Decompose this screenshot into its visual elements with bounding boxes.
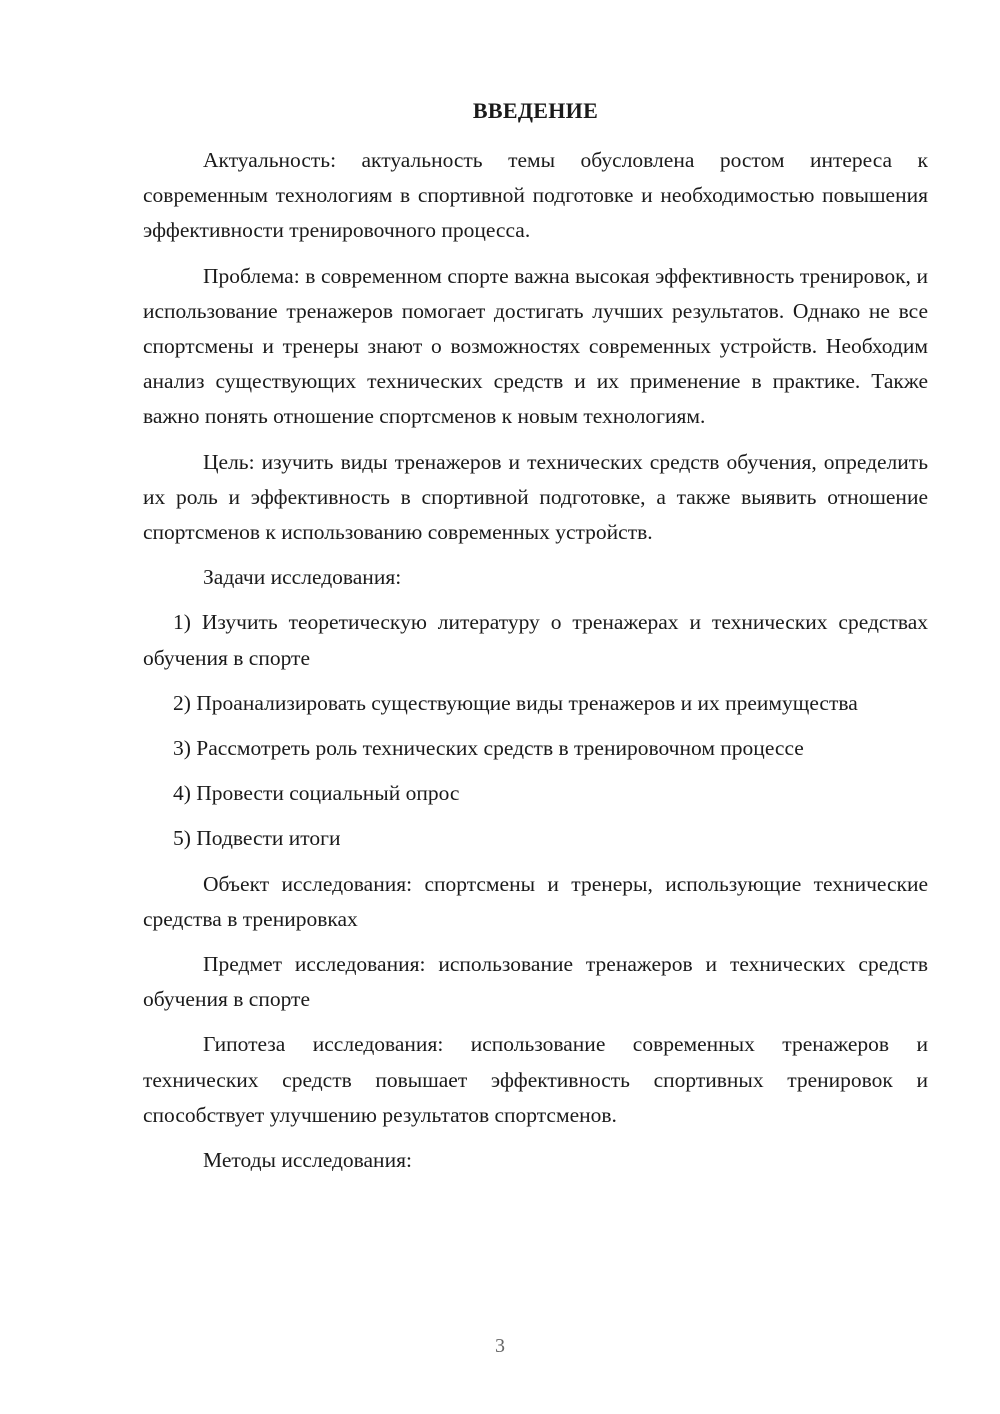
task-item-5: 5) Подвести итоги — [173, 826, 341, 851]
task-item-1: 1) Изучить теоретическую литературу о тренажерах и технических средствах обучения в спорте — [143, 610, 928, 670]
task-item-3: 3) Рассмотреть роль технических средств в тренировочном процессе — [173, 736, 804, 761]
paragraph-relevance: Актуальность: актуальность темы обусловлена ростом интереса к современным технологиям в спортивной подготовке и необходимостью повышения эффективности тренировочного процесса. — [143, 148, 928, 243]
paragraph-goal: Цель: изучить виды тренажеров и технических средств обучения, определить их роль и эффективность в спортивной подготовке, а также выявить отношение спортсменов к использованию современных устройств. — [143, 449, 928, 545]
paragraph-object: Объект исследования: спортсмены и тренеры, использующие технические средства в тренировках — [143, 871, 928, 931]
body-text — [143, 143, 928, 1188]
paragraph-methods: Методы исследования: — [203, 1148, 412, 1173]
page-number: 3 — [495, 1335, 505, 1357]
paragraph-hypothesis: Гипотеза исследования: использование современных тренажеров и технических средств повышает эффективность спортивных тренировок и способствует улучшению результатов спортсменов. — [143, 1032, 928, 1127]
section-title: ВВЕДЕНИЕ — [472, 98, 599, 123]
paragraph-subject: Предмет исследования: использование тренажеров и технических средств обучения в спорте — [143, 952, 928, 1012]
paragraph-problem: Проблема: в современном спорте важна высокая эффективность тренировок, и использование тренажеров помогает достигать лучших результатов. Однако не все спортсмены и тренеры знают о возможностях современных устройств. Необходим анализ существующих технических средств и их применение в практике. Также важно понять отношение спортсменов к новым технологиям. — [143, 263, 928, 429]
paragraph-tasks-heading: Задачи исследования: — [203, 565, 402, 590]
task-item-4: 4) Провести социальный опрос — [173, 781, 460, 806]
task-item-2: 2) Проанализировать существующие виды тренажеров и их преимущества — [173, 690, 858, 715]
